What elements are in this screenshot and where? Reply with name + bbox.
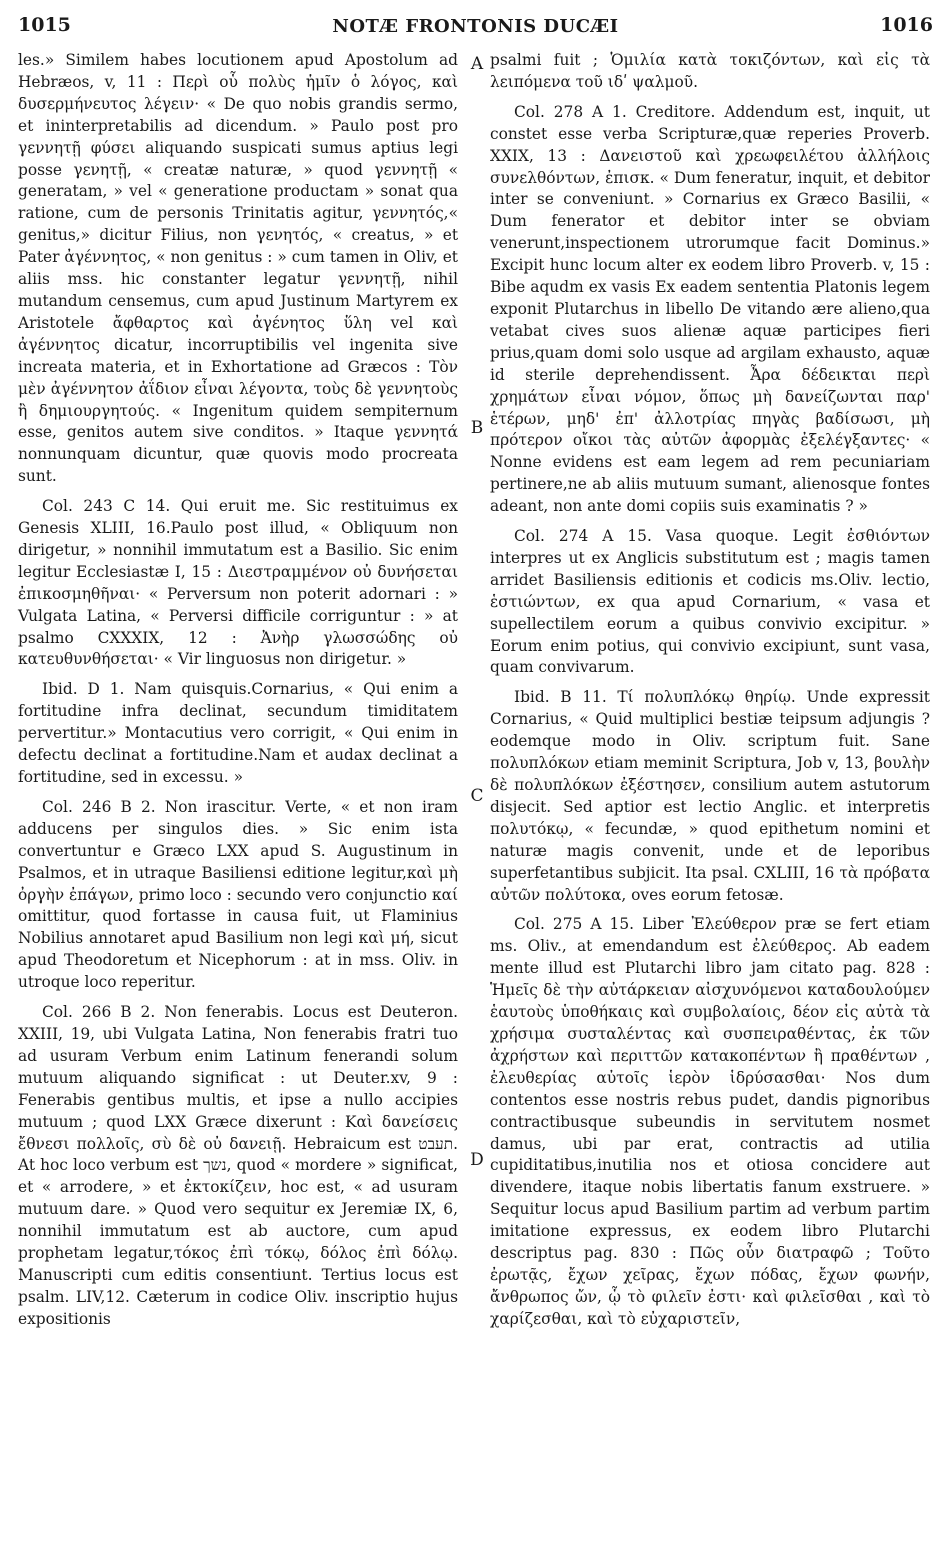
note-paragraph: les.» Similem habes locutionem apud Apostolum ad Hebræos, v, 11 : Περὶ οὗ πολὺς ἡμῖν ὁ λόγος, καὶ δυσερμήνευτος λέγειν· « De quo nobis grandis sermo, et ininterpretabilis ad dicendum. » Paulo post pro γεννητῇ φύσει aliquando suspicati sumus aptius legi posse γενητῇ, « creatæ naturæ, » quod γεννητῇ « generatam, » vel « generatione productam » sonat qua ratione, cum de personis Trinitatis agitur, γεννητός,« genitus,» dicitur Filius, non γενητός, « creatus, » et Pater ἀγέννητος, « non genitus : » cum tamen in Oliv, et aliis mss. hic constanter legatur γεννητῇ, nihil mutandum censemus, cum apud Justinum Martyrem ex Aristotele ἄφθαρτος καὶ ἀγένητος ὕλη vel καὶ ἀγέννητος dicatur, incorruptibilis vel ingenita sive increata materia, et in Exhortatione ad Græcos : Τὸν μὲν ἀγέννητον ἀΐδιον εἶναι λέγοντα, τοὺς δὲ γεννητοὺς ἢ δημιουργητούς. « Ingenitum quidem sempiternum esse, genitos autem sive conditos. » Itaque γεννητά nonnunquam dicuntur, quæ quovis modo procreata sunt.: [18, 51, 458, 486]
margin-letter-c: C: [470, 786, 484, 806]
margin-letter-a: A: [470, 54, 484, 74]
page-number-left: 1015: [18, 14, 71, 36]
note-paragraph: psalmi fuit ; Ὁμιλία κατὰ τοκιζόντων, καὶ εἰς τὰ λειπόμενα τοῦ ιδʹ ψαλμοῦ.: [490, 51, 930, 91]
right-column: [490, 50, 930, 1339]
note-paragraph: Col. 278 A 1. Creditore. Addendum est, inquit, ut constet esse verba Scripturæ,quæ reperies Proverb. XXIX, 13 : Δανειστοῦ καὶ χρεωφειλέτου ἀλλήλοις συνελθόντων, ἐπισκ. « Dum feneratur, inquit, et debitor inter se conveniunt. » Cornarius ex Græco Basilii, « Dum fenerator et debitor inter se obviam venerunt,inspectionem utrorumque facit Dominus.» Excipit hunc locum alter ex eodem libro Proverb. v, 15 : Bibe aqudm ex vasis Ex eadem sententia Platonis legem exponit Plutarchus in libello De vitando ære alieno,qua vetabat cives suos alienæ aquæ participes fieri prius,quam domi solo usque ad argilam exhausto, aquæ id sterile deprehendissent. Ἆρα δέδεικται περὶ χρημάτων εἶναι νόμον, ὅπως μὴ δανείζωνται παρ' ἑτέρων, μηδ' ἐπ' ἀλλοτρίας πηγὰς βαδίσωσι, μὴ πρότερον οἴκοι τὰς αὐτῶν ἀφορμὰς ἐξελέγξαντες· « Nonne evidens est eam legem ad rem pecuniariam pertinere,ne ab aliis mutuum sumant, alienosque fontes adeant, non ante domi copiis suis examinatis ? »: [490, 102, 930, 516]
note-paragraph: Col. 274 A 15. Vasa quoque. Legit ἐσθιόντων interpres ut ex Anglicis substitutum est ; magis tamen arridet Basiliensis editionis et codicis ms.Oliv. lectio, ἑστιώντων, ex qua apud Cornarium, « vasa et supellectilem eorum a quibus convivio excipitur. » Eorum enim potius, qui convivio excipiunt, sunt vasa, quam convivarum.: [490, 527, 930, 677]
margin-letter-b: B: [470, 418, 484, 438]
page-header: [18, 14, 933, 48]
note-paragraph: Ibid. D 1. Nam quisquis.Cornarius, « Qui enim a fortitudine infra declinat, secundum timiditatem pervertitur.» Montacutius vero corrigit, « Qui enim in defectu declinat a fortitudine.Nam et audax declinat a fortitudine, sed in excessu. »: [18, 680, 458, 786]
left-column: [18, 50, 458, 1339]
running-title: NOTÆ FRONTONIS DUCÆI: [332, 16, 619, 37]
margin-letter-d: D: [470, 1150, 484, 1170]
note-paragraph: Col. 246 B 2. Non irascitur. Verte, « et non iram adducens per singulos dies. » Sic enim ista convertuntur e Græco LXX apud S. Augustinum in Psalmos, et in utraque Basiliensi editione legitur,καὶ μὴ ὀργὴν ἐπάγων, primo loco : secundo vero conjunctio καί omittitur, quod fortasse in causa fuit, ut Flaminius Nobilius annotaret apud Basilium non legi καὶ μή, sicut apud Theodoretum et Nicephorum : at in mss. Oliv. in utroque loco reperitur.: [18, 797, 458, 992]
note-paragraph: Col. 275 A 15. Liber Ἐλεύθερον præ se fert etiam ms. Oliv., at emendandum est ἐλεύθερος. Ab eadem mente illud est Plutarchi libro jam citato pag. 828 : Ἡμεῖς δὲ τὴν αὐτάρκειαν αἰσχυνόμενοι καταδουλούμεν ἑαυτοὺς ὑποθήκαις καὶ συμβολαίοις, δέον εἰς αὐτὰ τὰ χρήσιμα συσταλέντας καὶ συσπειραθέντας, ἐκ τῶν ἀχρήστων καὶ περιττῶν κατακοπέντων ἢ πραθέντων , ἐλευθερίας αὐτοῖς ἱερὸν ἱδρύσασθαι· Nos dum contentos esse nostris rebus pudet, dandis pignoribus contractibusque subeundis in servitutem nosmet damus, ubi par erat, contractis ad utilia cupiditatibus,inutilia nos et otiosa concidere aut divendere, itaque nobis libertatis fanum exstruere. » Sequitur locus apud Basilium partim ad verbum partim imitatione expressus, ex eodem libro Plutarchi descriptus pag. 830 : Πῶς οὖν διατραφῶ ; Τοῦτο ἐρωτᾷς, ἔχων χεῖρας, ἔχων πόδας, ἔχων φωνήν, ἄνθρωπος ὤν, ᾧ τὸ φιλεῖν ἐστι· καὶ φιλεῖσθαι , καὶ τὸ χαρίζεσθαι, καὶ τὸ εὐχαριστεῖν,: [490, 915, 930, 1328]
note-paragraph: Col. 266 B 2. Non fenerabis. Locus est Deuteron. XXIII, 19, ubi Vulgata Latina, Non fenerabis fratri tuo ad usuram Verbum enim Latinum fenerandi solum mutuum aliquando significat : ut Deuter.xv, 9 : Fenerabis gentibus multis, et ipse a nullo accipies mutuum ; quod LXX Græce dixerunt : Καὶ δανείσεις ἔθνεσι πολλοῖς, σὺ δὲ οὐ δανειῇ. Hebraicum est תעבט. At hoc loco verbum est נשך, quod « mordere » significat, et « arrodere, » et ἐκτοκίζειν, hoc est, « ad usuram mutuum dare. » Quod vero sequitur ex Jeremiæ IX, 6, nonnihil immutatum est ab auctore, cum apud prophetam legatur,τόκος ἐπὶ τόκῳ, δόλος ἐπὶ δόλῳ. Manuscripti cum editis consentiunt. Tertius locus est psalm. LIV,12. Cæterum in codice Oliv. inscriptio hujus expositionis: [18, 1003, 458, 1328]
page-number-right: 1016: [880, 14, 933, 36]
note-paragraph: Col. 243 C 14. Qui eruit me. Sic restituimus ex Genesis XLIII, 16.Paulo post illud, « Obliquum non dirigetur, » nonnihil immutatum est a Basilio. Sic enim legitur Ecclesiastæ I, 15 : Διεστραμμένον οὐ δυνήσεται ἐπικοσμηθῆναι· « Perversum non poterit adornari : » Vulgata Latina, « Perversi difficile corriguntur : » at psalmo CXXXIX, 12 : Ἀνὴρ γλωσσώδης οὐ κατευθυνθήσεται· « Vir linguosus non dirigetur. »: [18, 497, 458, 669]
note-paragraph: Ibid. B 11. Τί πολυπλόκῳ θηρίῳ. Unde expressit Cornarius, « Quid multiplici bestiæ teipsum adjungis ? eodemque modo in Oliv. scriptum fuit. Sane πολυπλόκων etiam meminit Scriptura, Job v, 13, βουλὴν δὲ πολυπλόκων ἐξέστησεν, consilium autem astutorum disjecit. Sed aptior est lectio Anglic. et interpretis πολυτόκῳ, « fecundæ, » quod epithetum nomini et naturæ magis convenit, unde et de leporibus superfetantibus subjicit. Ita psal. CXLIII, 16 τὰ πρόβατα αὐτῶν πολύτοκα, oves eorum fetosæ.: [490, 688, 930, 904]
